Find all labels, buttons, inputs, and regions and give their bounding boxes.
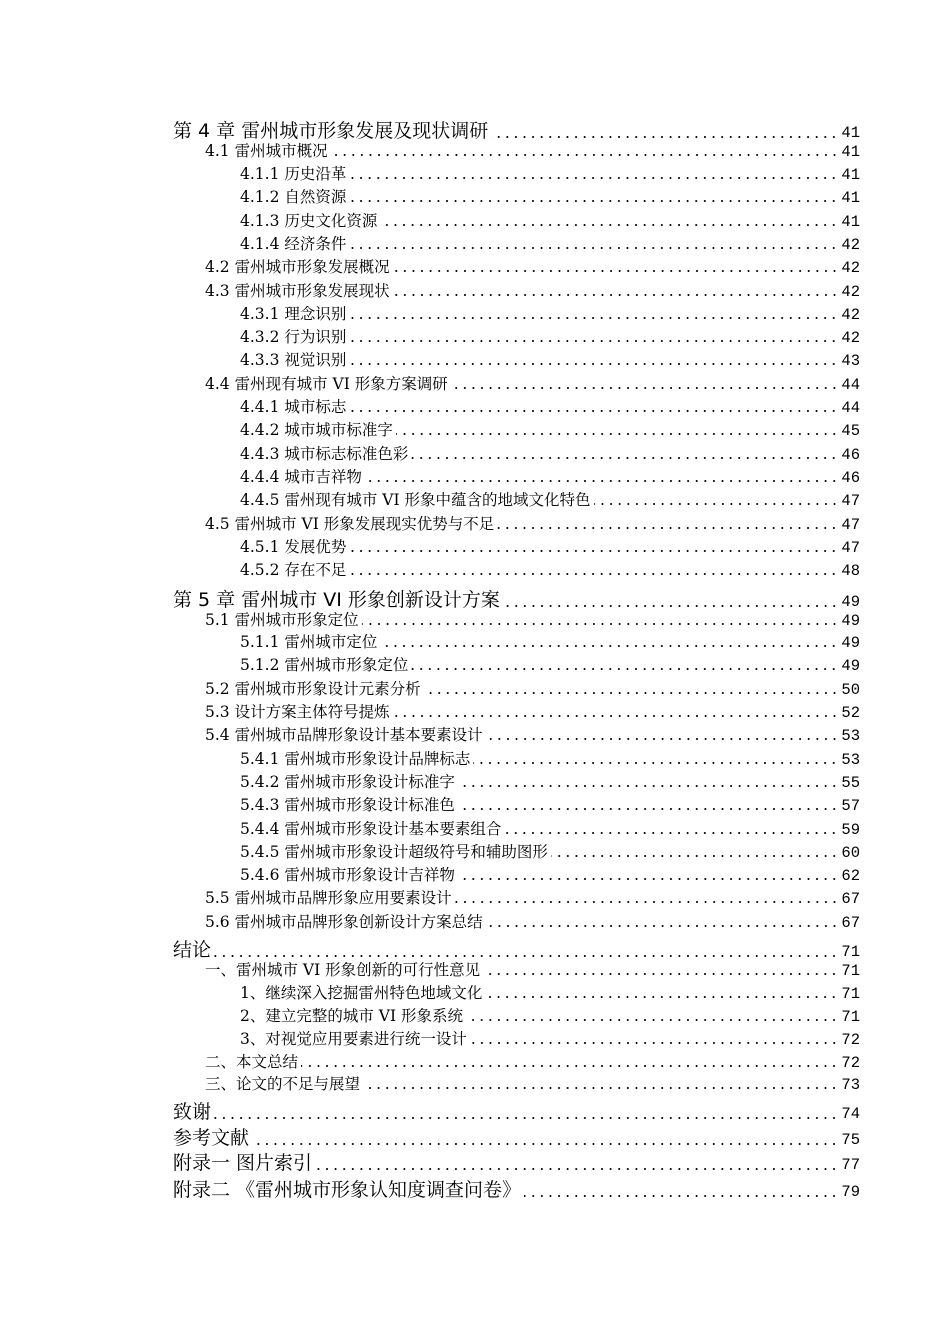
toc-entry-title: 5.4.4 雷州城市形象设计基本要素组合 [240,820,502,838]
dot-leader [524,1195,838,1197]
toc-entry-page: 41 [841,189,860,207]
toc-entry[interactable] [0,139,860,161]
toc-entry[interactable] [0,255,860,277]
toc-entry-title: 一、雷州城市 VI 形象创新的可行性意见 [205,961,481,979]
toc-entry[interactable] [0,185,860,207]
dot-leader [349,573,838,575]
toc-entry-page: 42 [841,306,860,324]
toc-entry-page: 49 [841,657,860,675]
toc-entry-page: 53 [841,751,860,769]
toc-entry-page: 44 [841,376,860,394]
toc-entry[interactable] [0,747,860,769]
toc-entry[interactable] [0,325,860,347]
toc-entry-title: 5.4.2 雷州城市形象设计标准字 [240,773,455,791]
toc-entry[interactable] [0,1004,860,1026]
toc-entry-title: 4.5.2 存在不足 [240,561,347,579]
toc-entry-page: 49 [841,612,860,630]
toc-entry-page: 46 [841,446,860,464]
toc-entry-page: 49 [841,593,860,611]
toc-entry-page: 41 [841,213,860,231]
toc-entry-title: 4.1.2 自然资源 [240,188,347,206]
toc-entry-title: 5.4 雷州城市品牌形象设计基本要素设计 [205,726,483,744]
toc-entry-page: 42 [841,329,860,347]
toc-entry-title: 4.4.2 城市城市标准字 [240,421,393,439]
dot-leader [252,1143,838,1145]
toc-entry-title: 5.4.1 雷州城市形象设计品牌标志 [240,750,471,768]
toc-entry[interactable] [0,465,860,487]
toc-entry-title: 2、建立完整的城市 VI 形象系统 [240,1007,464,1025]
toc-entry-title: 5.1.2 雷州城市形象定位 [240,656,409,674]
toc-entry[interactable] [0,395,860,417]
toc-entry-title: 5.4.6 雷州城市形象设计吉祥物 [240,866,455,884]
toc-entry-page: 75 [841,1131,860,1149]
toc-entry-page: 71 [841,985,860,1003]
dot-leader [363,1087,838,1089]
toc-entry-title: 4.4.1 城市标志 [240,398,347,416]
dot-leader [396,433,839,435]
toc-entry[interactable] [0,886,860,908]
toc-entry-page: 55 [841,774,860,792]
toc-entry[interactable] [0,302,860,324]
toc-entry-title: 4.4.5 雷州现有城市 VI 形象中蕴含的地域文化特色 [240,491,591,509]
toc-entry[interactable] [0,793,860,815]
toc-entry-page: 49 [841,634,860,652]
dot-leader [349,200,838,202]
toc-entry-title: 附录一 图片索引 [173,1152,313,1174]
toc-entry-page: 41 [841,143,860,161]
toc-entry-title: 4.3.2 行为识别 [240,328,347,346]
toc-entry-page: 42 [841,259,860,277]
dot-leader [458,878,839,880]
dot-leader [411,668,838,670]
toc-entry[interactable] [0,558,860,580]
dot-leader [393,270,839,272]
toc-entry-page: 42 [841,283,860,301]
toc-entry[interactable] [0,1072,860,1094]
toc-entry-page: 41 [841,124,860,142]
dot-leader [473,762,838,764]
toc-entry-title: 5.4.3 雷州城市形象设计标准色 [240,796,455,814]
toc-entry-page: 74 [841,1105,860,1123]
toc-entry[interactable] [0,512,860,534]
toc-entry[interactable] [0,1027,860,1049]
dot-leader [466,1019,838,1021]
toc-entry[interactable] [0,209,860,231]
toc-entry[interactable] [0,958,860,980]
toc-entry-page: 43 [841,352,860,370]
toc-entry-title: 5.1 雷州城市形象定位 [205,611,359,629]
toc-entry[interactable] [0,630,860,652]
toc-entry[interactable] [0,677,860,699]
toc-entry-page: 52 [841,704,860,722]
toc-entry[interactable] [0,1148,860,1175]
dot-leader [486,738,839,740]
toc-entry-title: 4.4.4 城市吉祥物 [240,468,362,486]
toc-entry[interactable] [0,1175,860,1202]
toc-entry-page: 72 [841,1054,860,1072]
dot-leader [380,224,838,226]
toc-entry[interactable] [0,488,860,510]
toc-entry-page: 42 [841,236,860,254]
toc-entry-page: 67 [841,890,860,908]
toc-entry-title: 5.5 雷州城市品牌形象应用要素设计 [205,889,452,907]
dot-leader [349,550,838,552]
toc-entry[interactable] [0,817,860,839]
toc-entry-page: 67 [841,914,860,932]
dot-leader [470,1042,839,1044]
toc-entry[interactable] [0,910,860,932]
dot-leader [455,901,839,903]
toc-entry-page: 57 [841,797,860,815]
toc-entry-page: 72 [841,1031,860,1049]
dot-leader [393,294,839,296]
dot-leader [551,855,839,857]
toc-entry-title: 结论 [173,939,212,961]
toc-entry-page: 59 [841,821,860,839]
toc-entry[interactable] [0,700,860,722]
toc-entry-title: 3、对视觉应用要素进行统一设计 [240,1030,467,1048]
toc-entry-title: 4.1 雷州城市概况 [205,142,328,160]
toc-entry-title: 4.3 雷州城市形象发展现状 [205,282,390,300]
toc-entry[interactable] [0,232,860,254]
toc-entry-page: 73 [841,1076,860,1094]
toc-entry-title: 4.3.3 视觉识别 [240,351,347,369]
dot-leader [486,925,839,927]
dot-leader [594,503,839,505]
dot-leader [349,340,838,342]
toc-entry-title: 4.4 雷州现有城市 VI 形象方案调研 [205,375,448,393]
dot-leader [349,410,838,412]
toc-entry[interactable] [0,608,860,630]
dot-leader [483,973,838,975]
dot-leader [504,832,838,834]
dot-leader [315,1168,838,1170]
toc-entry[interactable] [0,981,860,1003]
toc-entry-page: 47 [841,539,860,557]
toc-entry-page: 46 [841,469,860,487]
toc-entry[interactable] [0,770,860,792]
dot-leader [411,457,838,459]
toc-entry-title: 5.6 雷州城市品牌形象创新设计方案总结 [205,913,483,931]
dot-leader [301,1065,838,1067]
toc-entry-title: 4.1.3 历史文化资源 [240,212,378,230]
toc-entry-page: 44 [841,399,860,417]
toc-entry-title: 4.5.1 发展优势 [240,538,347,556]
toc-entry[interactable] [0,653,860,675]
toc-entry[interactable] [0,418,860,440]
toc-entry-page: 71 [841,1008,860,1026]
toc-entry-page: 47 [841,516,860,534]
toc-entry-title: 第 5 章 雷州城市 VI 形象创新设计方案 [173,589,500,611]
dot-leader [451,387,839,389]
dot-leader [349,363,838,365]
toc-entry-page: 77 [841,1156,860,1174]
toc-entry-page: 50 [841,681,860,699]
dot-leader [349,177,838,179]
dot-leader [491,136,838,138]
toc-entry-page: 45 [841,422,860,440]
toc-entry[interactable] [0,1123,860,1150]
toc-entry-title: 参考文献 [173,1127,250,1149]
dot-leader [214,955,838,957]
toc-entry-page: 47 [841,492,860,510]
toc-entry-title: 5.2 雷州城市形象设计元素分析 [205,680,421,698]
dot-leader [349,247,838,249]
toc-entry-title: 4.4.3 城市标志标准色彩 [240,445,409,463]
toc-entry[interactable] [0,162,860,184]
toc-entry[interactable] [0,279,860,301]
dot-leader [485,996,838,998]
toc-entry[interactable] [0,442,860,464]
dot-leader [393,715,839,717]
toc-entry[interactable] [0,1050,860,1072]
dot-leader [349,317,838,319]
toc-entry-title: 4.2 雷州城市形象发展概况 [205,258,390,276]
toc-entry[interactable] [0,535,860,557]
toc-entry-page: 41 [841,166,860,184]
dot-leader [458,785,839,787]
toc-entry-page: 53 [841,727,860,745]
toc-entry[interactable] [0,723,860,745]
toc-entry-title: 1、继续深入挖掘雷州特色地域文化 [240,984,483,1002]
toc-entry-title: 致谢 [173,1101,212,1123]
toc-entry-title: 4.1.4 经济条件 [240,235,347,253]
dot-leader [497,527,838,529]
dot-leader [503,605,839,607]
dot-leader [458,808,839,810]
dot-leader [214,1117,838,1119]
toc-entry-title: 4.1.1 历史沿革 [240,165,347,183]
dot-leader [380,645,838,647]
toc-entry-page: 60 [841,844,860,862]
toc-entry[interactable] [0,840,860,862]
toc-entry-page: 71 [841,962,860,980]
toc-entry-title: 5.1.1 雷州城市定位 [240,633,378,651]
toc-entry-page: 62 [841,867,860,885]
toc-entry[interactable] [0,863,860,885]
toc-entry-title: 4.5 雷州城市 VI 形象发展现实优势与不足 [205,515,495,533]
toc-entry-title: 三、论文的不足与展望 [205,1075,361,1093]
dot-leader [365,480,839,482]
toc-entry-title: 4.3.1 理念识别 [240,305,347,323]
toc-entry-title: 第 4 章 雷州城市形象发展及现状调研 [173,120,489,142]
dot-leader [362,623,839,625]
toc-entry-page: 48 [841,562,860,580]
toc-entry-page: 79 [841,1183,860,1201]
dot-leader [424,692,839,694]
toc-entry-title: 附录二 《雷州城市形象认知度调查问卷》 [173,1179,522,1201]
toc-entry-title: 5.4.5 雷州城市形象设计超级符号和辅助图形 [240,843,548,861]
dot-leader [331,154,839,156]
toc-entry-title: 二、本文总结 [205,1053,299,1071]
toc-entry-title: 5.3 设计方案主体符号提炼 [205,703,390,721]
toc-entry[interactable] [0,348,860,370]
toc-entry-page: 71 [841,943,860,961]
toc-entry[interactable] [0,372,860,394]
toc-entry[interactable] [0,1097,860,1124]
